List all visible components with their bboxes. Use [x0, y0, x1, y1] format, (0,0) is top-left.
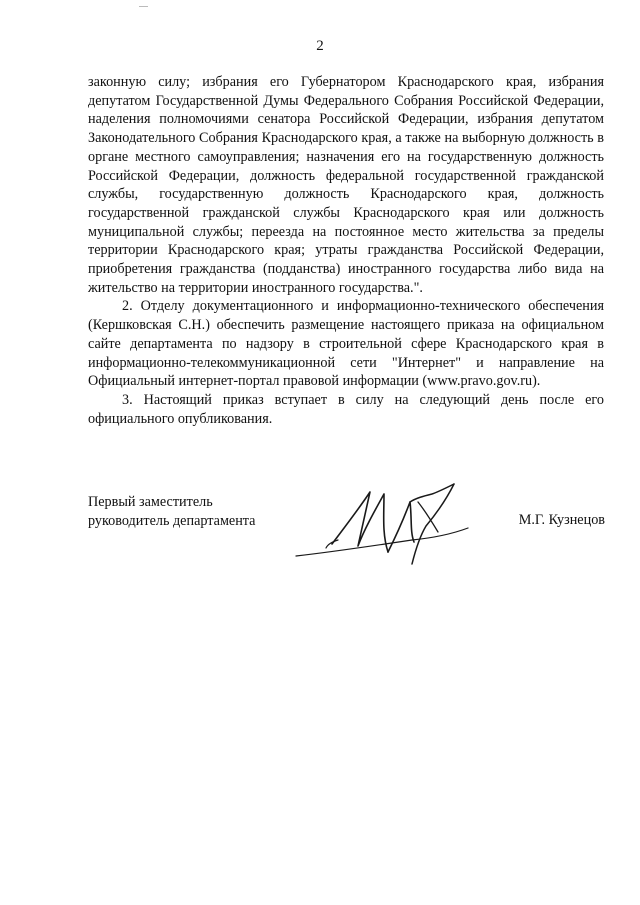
document-body — [88, 73, 604, 428]
handwritten-signature — [292, 478, 472, 568]
signatory-title-line2: руководитель департамента — [88, 512, 256, 529]
signatory-title-line1: Первый заместитель — [88, 494, 213, 510]
signatory-name: М.Г. Кузнецов — [518, 512, 605, 528]
page-number: 2 — [316, 38, 324, 54]
paragraph-item-3: 3. Настоящий приказ вступает в силу на следующий день после его официального опубликования. — [88, 391, 604, 427]
paragraph-continuation: законную силу; избрания его Губернатором Краснодарского края, избрания депутатом Государственной Думы Федерального Собрания Российской Федерации, наделения полномочиями сенатора Российской Федерации, избрания депутатом Законодательного Собрания Краснодарского края, а также на выборную должность в органе местного самоуправления; назначения его на государственную должность Российской Федерации, должность федеральной государственной гражданской службы, государственную должность Краснодарского края, должность государственной гражданской службы Краснодарского края или должность муниципальной службы; переезда на постоянное место жительства за пределы территории Краснодарского края; утраты гражданства Российской Федерации, приобретения гражданства (подданства) иностранного государства либо вида на жительство на территории иностранного государства.". — [88, 74, 604, 296]
signatory-title — [88, 493, 255, 530]
scan-mark — [139, 6, 148, 7]
paragraph-item-2: 2. Отделу документационного и информационно-технического обеспечения (Кершковская С.Н.) обеспечить размещение настоящего приказа на официальном сайте департамента по надзору в строительной сфере Краснодарского края в информационно-телекоммуникационной сети "Интернет" и направление на Официальный интернет-портал правовой информации (www.pravo.gov.ru). — [88, 298, 604, 390]
